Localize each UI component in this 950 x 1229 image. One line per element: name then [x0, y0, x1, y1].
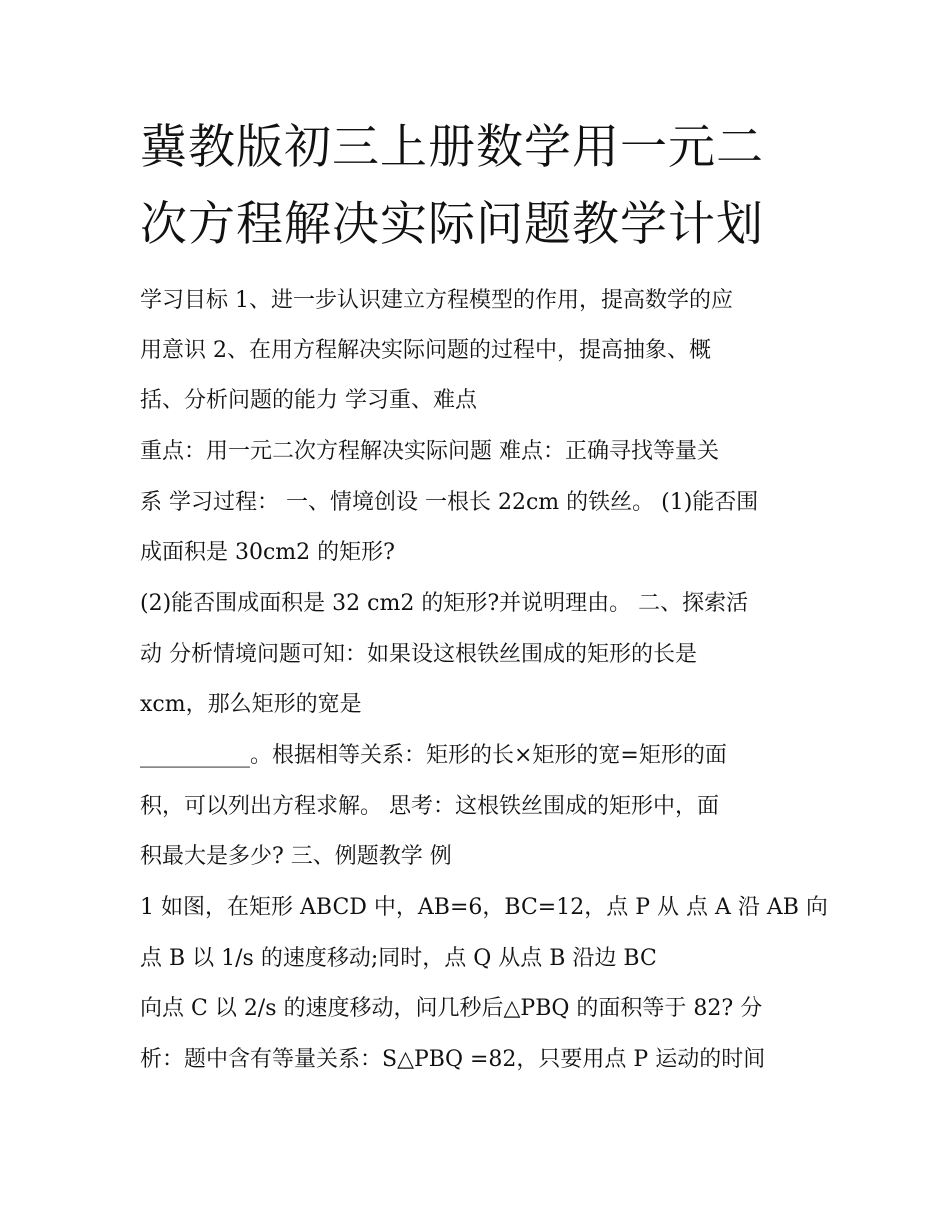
body-line-5: 系 学习过程： 一、情境创设 一根长 22cm 的铁丝。 (1)能否围: [140, 490, 759, 515]
body-line-1: 学习目标 1、进一步认识建立方程模型的作用，提高数学的应: [140, 288, 733, 313]
body-line-7: (2)能否围成面积是 32 cm2 的矩形?并说明理由。 二、探索活: [140, 591, 749, 616]
body-line-9: xcm，那么矩形的宽是: [140, 692, 362, 717]
body-line-12: 积最大是多少? 三、例题教学 例: [140, 844, 452, 869]
body-line-15: 向点 C 以 2/s 的速度移动，问几秒后△PBQ 的面积等于 82? 分: [140, 996, 763, 1021]
body-line-16: 析：题中含有等量关系：S△PBQ =82，只要用点 P 运动的时间: [140, 1047, 766, 1072]
body-line-8: 动 分析情境问题可知：如果设这根铁丝围成的矩形的长是: [140, 642, 697, 667]
document-title-line-2: 次方程解决实际问题教学计划: [140, 197, 764, 252]
body-line-3: 括、分析问题的能力 学习重、难点: [140, 388, 477, 413]
body-line-14: 点 B 以 1/s 的速度移动;同时，点 Q 从点 B 沿边 BC: [140, 946, 657, 971]
body-line-6: 成面积是 30cm2 的矩形?: [140, 540, 395, 565]
document-title-line-1: 冀教版初三上册数学用一元二: [140, 120, 764, 175]
body-line-10: __________。根据相等关系：矩形的长×矩形的宽=矩形的面: [140, 743, 727, 768]
body-line-13: 1 如图，在矩形 ABCD 中，AB=6，BC=12，点 P 从 点 A 沿 AB 向: [140, 895, 828, 920]
body-line-4: 重点：用一元二次方程解决实际问题 难点：正确寻找等量关: [140, 439, 719, 464]
body-line-2: 用意识 2、在用方程解决实际问题的过程中，提高抽象、概: [140, 338, 711, 363]
body-line-11: 积，可以列出方程求解。 思考：这根铁丝围成的矩形中，面: [140, 794, 719, 819]
